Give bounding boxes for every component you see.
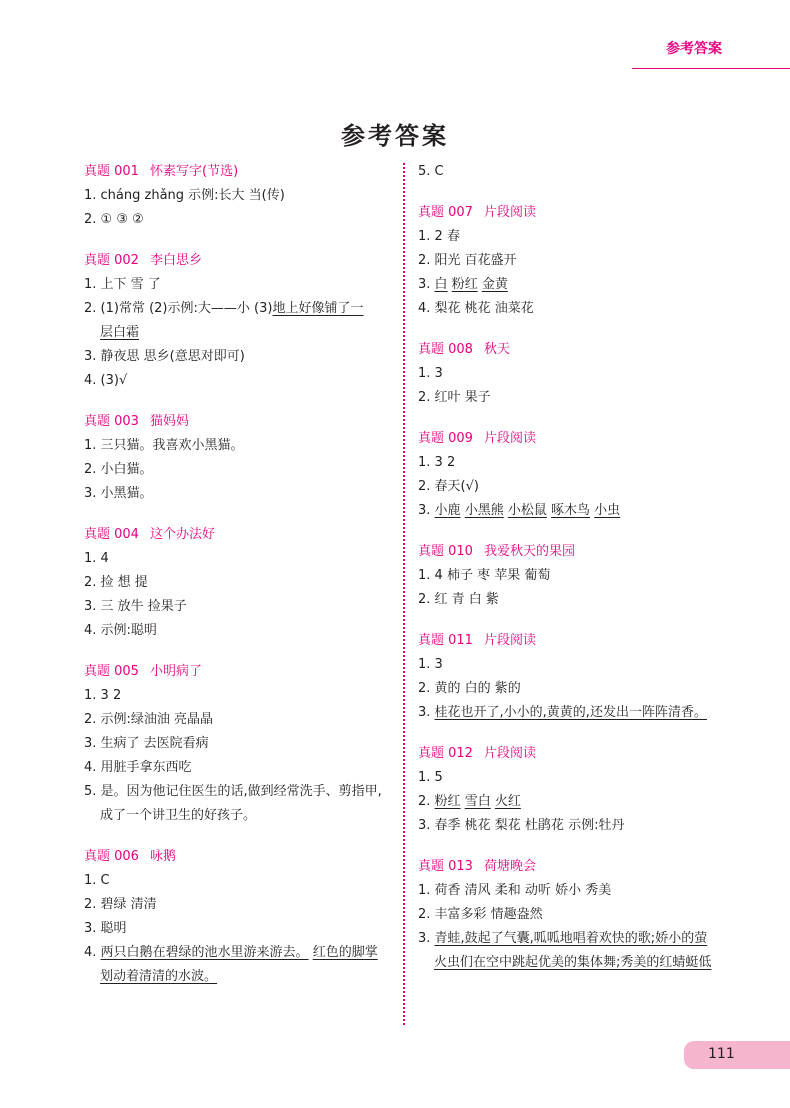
answer-text: 5. C [418,164,444,179]
answer-text: 1. 3 [418,366,443,381]
section-title: 猫妈妈 [150,414,190,429]
answer-text: 1. 荷香 清风 柔和 动听 娇小 秀美 [418,883,612,898]
underlined-answer: 火红 [494,794,521,809]
answer-text: 3. 静夜思 思乡(意思对即可) [84,349,245,364]
answer-section [84,410,394,506]
answer-line [84,619,394,643]
section-number: 真题 012 [418,746,473,761]
underlined-answer: 桂花也开了,小小的,黄黄的,还发出一阵阵清香。 [434,705,707,720]
section-heading [418,427,728,451]
section-heading [418,338,728,362]
underlined-answer: 小鹿 [434,503,461,518]
underlined-answer: 地上好像铺了一 [272,301,364,316]
underlined-answer: 火虫们在空中跳起优美的集体舞;秀美的红蜻蜓低 [434,955,712,970]
section-number: 真题 004 [84,527,139,542]
answer-text: 1. 3 [418,657,443,672]
answer-line [84,458,394,482]
answer-line [418,499,728,523]
underlined-answer: 粉红 [434,794,461,809]
answer-line [84,869,394,893]
answer-text: 4. [84,945,101,960]
answer-text: 5. 是。因为他记住医生的话,做到经常洗手、剪指甲, [84,784,382,799]
section-title: 片段阅读 [484,205,537,220]
answer-line [84,273,394,297]
answer-section [418,427,728,523]
answer-text: 4. 示例:聪明 [84,623,157,638]
answer-line [418,588,728,612]
answer-line [84,708,394,732]
answer-text: 2. 红叶 果子 [418,390,491,405]
answer-line [418,225,728,249]
answer-text: 2. 黄的 白的 紫的 [418,681,521,696]
answer-section [418,540,728,612]
answer-text: 3. [418,503,435,518]
section-heading [418,201,728,225]
section-heading [84,410,394,434]
section-title: 秋天 [484,342,511,357]
underlined-answer: 层白霜 [100,325,140,340]
answer-text: 2. 阳光 百花盛开 [418,253,517,268]
answer-line [84,482,394,506]
answer-line [84,184,394,208]
answer-text: 3. 生病了 去医院看病 [84,736,209,751]
answer-section [84,249,394,393]
header-label: 参考答案 [666,41,722,57]
answer-text: 2. 春天(√) [418,479,479,494]
section-number: 真题 010 [418,544,473,559]
section-number: 真题 006 [84,849,139,864]
answer-text: 2. (1)常常 (2)示例:大——小 (3) [84,301,273,316]
section-title: 怀素写字(节选) [150,164,239,179]
answer-text: 1. 5 [418,770,443,785]
answer-line [418,249,728,273]
section-title: 片段阅读 [484,431,537,446]
underlined-answer: 金黄 [481,277,508,292]
answer-text: 3. [418,931,435,946]
answer-text: 2. 示例:绿油油 亮晶晶 [84,712,214,727]
underlined-answer: 红色的脚掌 [312,945,378,960]
answer-line [84,941,394,965]
underlined-answer: 小松鼠 [507,503,547,518]
section-heading [418,540,728,564]
page-title: 参考答案 [341,122,449,150]
answer-section [418,201,728,321]
section-title: 片段阅读 [484,746,537,761]
answer-text: 1. 3 2 [84,688,122,703]
section-heading [84,160,394,184]
answer-text: 4. (3)√ [84,373,128,388]
section-number: 真题 002 [84,253,139,268]
section-heading [418,855,728,879]
answer-line [84,756,394,780]
answer-line [84,297,394,321]
section-title: 小明病了 [150,664,203,679]
answer-text: 1. C [84,873,110,888]
section-number: 真题 013 [418,859,473,874]
answer-text: 1. cháng zhǎng 示例:长大 当(传) [84,188,285,203]
underlined-answer: 小虫 [594,503,621,518]
column-divider [403,163,405,1025]
answer-line [84,434,394,458]
answer-text: 4. 用脏手拿东西吃 [84,760,192,775]
answer-text: 成了一个讲卫生的好孩子。 [100,808,257,823]
answer-section [84,660,394,828]
section-heading [84,249,394,273]
answer-line [84,684,394,708]
answer-text: 2. 丰富多彩 情趣盎然 [418,907,543,922]
answer-line [84,345,394,369]
underlined-answer: 雪白 [464,794,491,809]
answer-line [418,814,728,838]
section-heading [418,629,728,653]
section-number: 真题 007 [418,205,473,220]
answer-line [418,451,728,475]
section-title: 片段阅读 [484,633,537,648]
answer-section [418,855,728,975]
answer-line [418,475,728,499]
section-number: 真题 001 [84,164,139,179]
answer-text: 2. 红 青 白 紫 [418,592,499,607]
answer-section [418,629,728,725]
answer-section [418,338,728,410]
answer-line [84,571,394,595]
answer-text: 4. 梨花 桃花 油菜花 [418,301,534,316]
answer-text: 2. [418,794,435,809]
section-number: 真题 011 [418,633,473,648]
answer-text: 1. 4 柿子 枣 苹果 葡萄 [418,568,551,583]
answer-text: 3. [418,705,435,720]
answer-text: 1. 4 [84,551,109,566]
answer-text: 1. 上下 雪 了 [84,277,161,292]
answer-section [84,523,394,643]
answer-section [418,160,728,184]
answer-line [418,564,728,588]
answer-section [84,845,394,989]
answer-section [84,160,394,232]
answer-line [418,766,728,790]
answer-text: 3. 小黑猫。 [84,486,153,501]
answer-text: 2. 捡 想 提 [84,575,148,590]
answer-line [418,790,728,814]
answer-line [418,677,728,701]
answer-line [418,951,728,975]
section-number: 真题 003 [84,414,139,429]
answer-line [418,927,728,951]
section-title: 李白思乡 [150,253,203,268]
answer-text: 3. 春季 桃花 梨花 杜鹃花 示例:牡丹 [418,818,625,833]
underlined-answer: 白 [434,277,448,292]
underlined-answer: 粉红 [451,277,478,292]
underlined-answer: 划动着清清的水波。 [100,969,218,984]
underlined-answer: 小黑熊 [464,503,504,518]
page-number: 111 [708,1046,735,1062]
answer-line [84,965,394,989]
answer-line [418,297,728,321]
answer-text: 3. 三 放牛 捡果子 [84,599,187,614]
answer-line [84,804,394,828]
answer-line [84,732,394,756]
answer-line [418,701,728,725]
answer-text: 2. 碧绿 清清 [84,897,157,912]
section-heading [84,660,394,684]
section-title: 荷塘晚会 [484,859,537,874]
answer-line [84,208,394,232]
section-number: 真题 008 [418,342,473,357]
answer-line [84,595,394,619]
section-heading [84,845,394,869]
underlined-answer: 啄木鸟 [551,503,591,518]
answer-text: 1. 2 春 [418,229,460,244]
section-title: 咏鹅 [150,849,177,864]
answer-text: 1. 3 2 [418,455,456,470]
section-heading [84,523,394,547]
answer-text: 3. [418,277,435,292]
answer-section [418,742,728,838]
underlined-answer: 青蛙,鼓起了气囊,呱呱地唱着欢快的歌;娇小的萤 [434,931,708,946]
section-number: 真题 005 [84,664,139,679]
answer-line [418,653,728,677]
answer-text: 2. ① ③ ② [84,212,144,227]
right-answer-column [418,160,728,992]
answer-line [418,160,728,184]
answer-text: 3. 聪明 [84,921,127,936]
section-number: 真题 009 [418,431,473,446]
left-answer-column [84,160,394,1006]
answer-text: 1. 三只猫。我喜欢小黑猫。 [84,438,244,453]
answer-line [418,386,728,410]
answer-text: 2. 小白猫。 [84,462,153,477]
answer-line [84,780,394,804]
answer-line [418,273,728,297]
page-number-tab [684,1041,790,1069]
answer-line [84,321,394,345]
answer-line [418,879,728,903]
section-title: 我爱秋天的果园 [484,544,576,559]
answer-line [418,362,728,386]
answer-line [84,369,394,393]
answer-line [84,547,394,571]
answer-line [418,903,728,927]
underlined-answer: 两只白鹅在碧绿的池水里游来游去。 [100,945,309,960]
header-rule [632,68,790,69]
section-heading [418,742,728,766]
section-title: 这个办法好 [150,527,216,542]
answer-line [84,893,394,917]
answer-line [84,917,394,941]
